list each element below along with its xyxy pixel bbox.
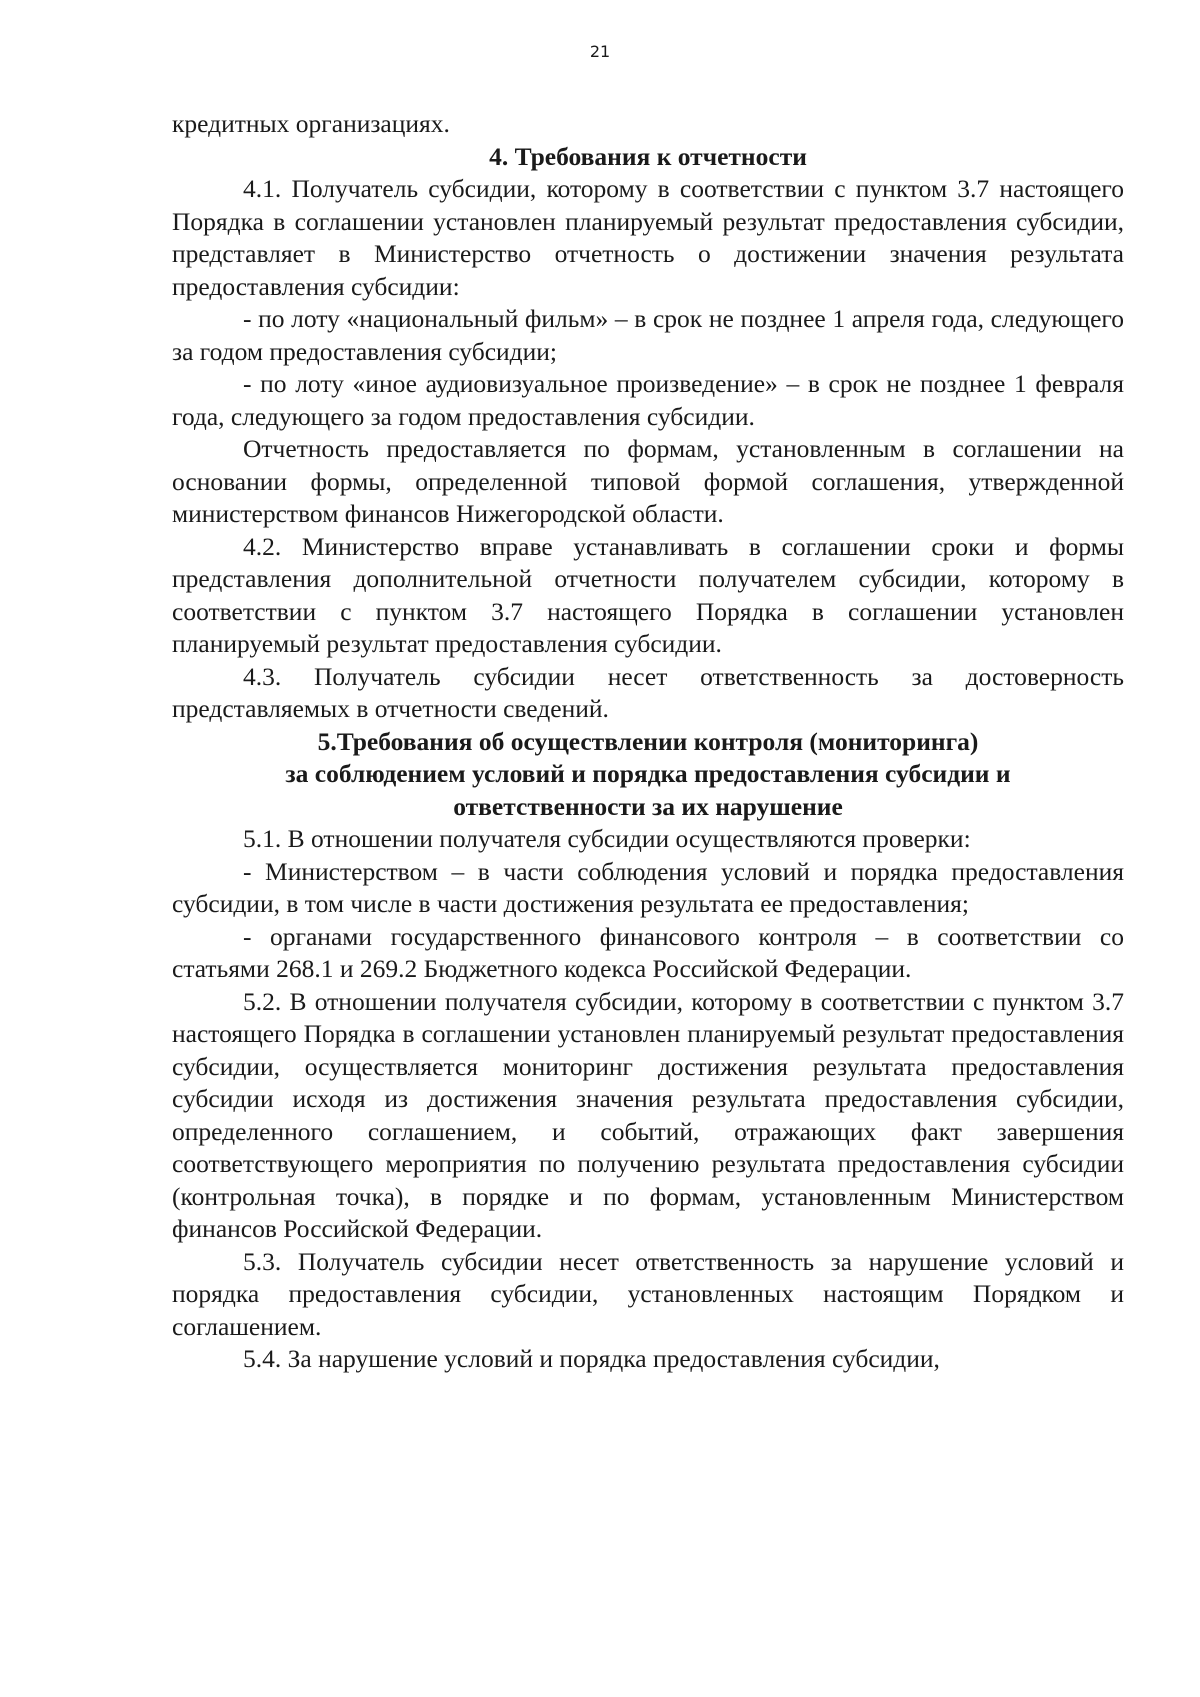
intro-text: кредитных организациях. [172, 109, 450, 138]
list-item-national-film: - по лоту «национальный фильм» – в срок не позднее 1 апреля года, следующего за годом предоставления субсидии; [172, 304, 1124, 366]
paragraph-5-1: 5.1. В отношении получателя субсидии осуществляются проверки: [243, 824, 971, 853]
section-5-heading-line: за соблюдением условий и порядка предоставления субсидии и [285, 759, 1011, 788]
list-item-other-work: - по лоту «иное аудиовизуальное произведение» – в срок не позднее 1 февраля года, следующего за годом предоставления субсидии. [172, 369, 1124, 431]
paragraph-5-3: 5.3. Получатель субсидии несет ответственность за нарушение условий и порядка предоставления субсидии, установленных настоящим Порядком и соглашением. [172, 1246, 1124, 1341]
paragraph-5-2: 5.2. В отношении получателя субсидии, которому в соответствии с пунктом 3.7 настоящего Порядка в соглашении установлен планируемый результат предоставления субсидии, осуществляется мониторинг достижения результата предоставления субсидии исходя из достижения значения результата предоставления субсидии, определенного соглашением, и событий, отражающих факт завершения соответствующего мероприятия по получению результата предоставления субсидии (контрольная точка), в порядке и по формам, установленным Министерством финансов Российской Федерации. [172, 986, 1124, 1243]
paragraph-4-2: 4.2. Министерство вправе устанавливать в соглашении сроки и формы представления дополнительной отчетности получателем субсидии, которому в соответствии с пунктом 3.7 настоящего Порядка в соглашении установлен планируемый результат предоставления субсидии. [172, 531, 1124, 658]
document-body [172, 108, 1124, 1376]
page-number: 21 [589, 42, 611, 61]
paragraph-5-4: 5.4. За нарушение условий и порядка предоставления субсидии, [243, 1344, 940, 1373]
list-item-ministry-check: - Министерством – в части соблюдения условий и порядка предоставления субсидии, в том числе в части достижения результата ее предоставления; [172, 856, 1124, 918]
list-item-financial-control: - органами государственного финансового контроля – в соответствии со статьями 268.1 и 269.2 Бюджетного кодекса Российской Федерации. [172, 921, 1124, 983]
section-5-heading-line: ответственности за их нарушение [453, 791, 843, 821]
paragraph-4-3: 4.3. Получатель субсидии несет ответственность за достоверность представляемых в отчетности сведений. [172, 661, 1124, 723]
section-5-heading-line: 5.Требования об осуществлении контроля (мониторинга) [317, 726, 979, 756]
paragraph-4-1: 4.1. Получатель субсидии, которому в соответствии с пунктом 3.7 настоящего Порядка в соглашении установлен планируемый результат предоставления субсидии, представляет в Министерство отчетность о достижении значения результата предоставления субсидии: [172, 174, 1124, 301]
section-4-heading: 4. Требования к отчетности [489, 141, 807, 171]
section-5-heading [172, 726, 1124, 824]
paragraph-report-forms: Отчетность предоставляется по формам, установленным в соглашении на основании формы, определенной типовой формой соглашения, утвержденной министерством финансов Нижегородской области. [172, 434, 1124, 528]
